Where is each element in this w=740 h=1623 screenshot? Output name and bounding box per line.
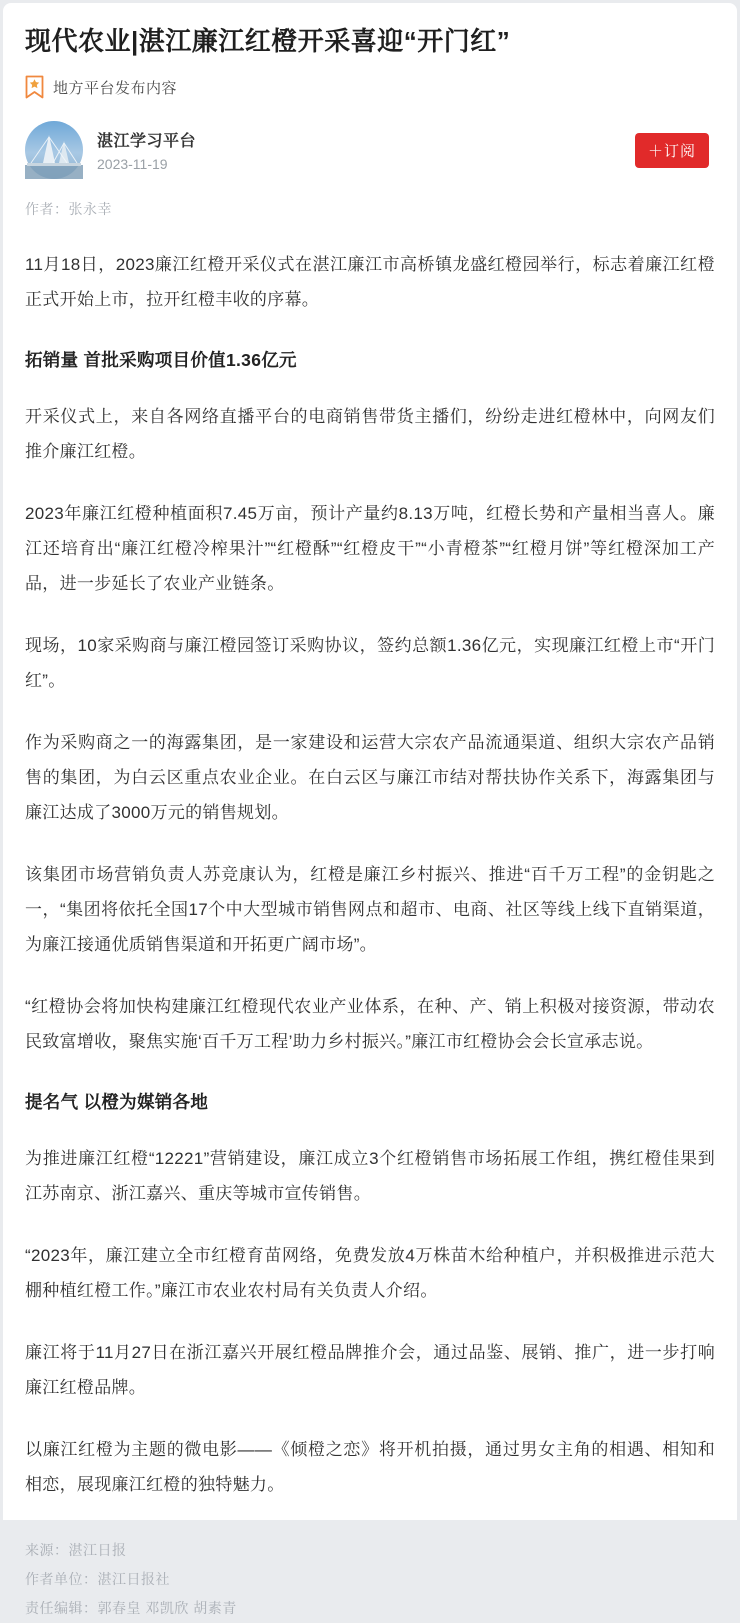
author-line: 作者：张永幸	[25, 201, 112, 217]
article-paragraph: 2023年廉江红橙种植面积7.45万亩，预计产量约8.13万吨，红橙长势和产量相当喜人。廉江还培育出“廉江红橙冷榨果汁”“红橙酥”“红橙皮干”“小青橙茶”“红橙月饼”等红橙深加工产品，进一步延长了农业产业链条。	[25, 504, 715, 593]
article-paragraph: “2023年，廉江建立全市红橙育苗网络，免费发放4万株苗木给种植户，并积极推进示范大棚种植红橙工作。”廉江市农业农村局有关负责人介绍。	[25, 1246, 715, 1300]
article-paragraph: 以廉江红橙为主题的微电影——《倾橙之恋》将开机拍摄，通过男女主角的相遇、相知和相恋，展现廉江红橙的独特魅力。	[25, 1440, 715, 1494]
content-source-badge	[25, 75, 715, 99]
article-paragraph: 11月18日，2023廉江红橙开采仪式在湛江廉江市高桥镇龙盛红橙园举行，标志着廉江红橙正式开始上市，拉开红橙丰收的序幕。	[25, 255, 715, 309]
publisher-row	[25, 121, 715, 179]
article-subheading: 提名气 以橙为媒销各地	[25, 1092, 209, 1112]
article-card	[3, 3, 737, 1616]
badge-label: 地方平台发布内容	[53, 79, 178, 97]
article-paragraph: 开采仪式上，来自各网络直播平台的电商销售带货主播们，纷纷走进红橙林中，向网友们推介廉江红橙。	[25, 407, 715, 461]
editors-line: 责任编辑：郭春皇 邓凯欣 胡素青	[25, 1600, 237, 1616]
publish-date: 2023-11-19	[97, 156, 168, 172]
subscribe-button[interactable]: ＋订阅	[635, 133, 709, 168]
article-paragraph: 为推进廉江红橙“12221”营销建设，廉江成立3个红橙销售市场拓展工作组，携红橙佳果到江苏南京、浙江嘉兴、重庆等城市宣传销售。	[25, 1149, 715, 1203]
page-title: 现代农业|湛江廉江红橙开采喜迎“开门红”	[25, 26, 511, 56]
ribbon-star-icon	[25, 75, 44, 99]
publisher-avatar[interactable]	[25, 121, 83, 179]
source-line: 来源：湛江日报	[25, 1542, 127, 1558]
author-unit-line: 作者单位：湛江日报社	[25, 1571, 170, 1587]
article-paragraph: 作为采购商之一的海露集团，是一家建设和运营大宗农产品流通渠道、组织大宗农产品销售的集团，为白云区重点农业企业。在白云区与廉江市结对帮扶协作关系下，海露集团与廉江达成了3000万元的销售规划。	[25, 733, 715, 822]
article-subheading: 拓销量 首批采购项目价值1.36亿元	[25, 350, 297, 370]
article-paragraph: “红橙协会将加快构建廉江红橙现代农业产业体系，在种、产、销上积极对接资源，带动农民致富增收，聚焦实施‘百千万工程’助力乡村振兴。”廉江市红橙协会会长宣承志说。	[25, 997, 715, 1051]
article-body	[25, 233, 715, 1502]
article-paragraph: 该集团市场营销负责人苏竞康认为，红橙是廉江乡村振兴、推进“百千万工程”的金钥匙之一，“集团将依托全国17个中大型城市销售网点和超市、电商、社区等线上线下直销渠道，为廉江接通优质销售渠道和开拓更广阔市场”。	[25, 865, 715, 954]
publisher-meta	[97, 128, 635, 172]
publisher-name[interactable]: 湛江学习平台	[97, 133, 197, 150]
article-paragraph: 现场，10家采购商与廉江橙园签订采购协议，签约总额1.36亿元，实现廉江红橙上市“开门红”。	[25, 636, 715, 690]
article-footer	[25, 1536, 715, 1623]
article-paragraph: 廉江将于11月27日在浙江嘉兴开展红橙品牌推介会，通过品鉴、展销、推广，进一步打响廉江红橙品牌。	[25, 1343, 715, 1397]
